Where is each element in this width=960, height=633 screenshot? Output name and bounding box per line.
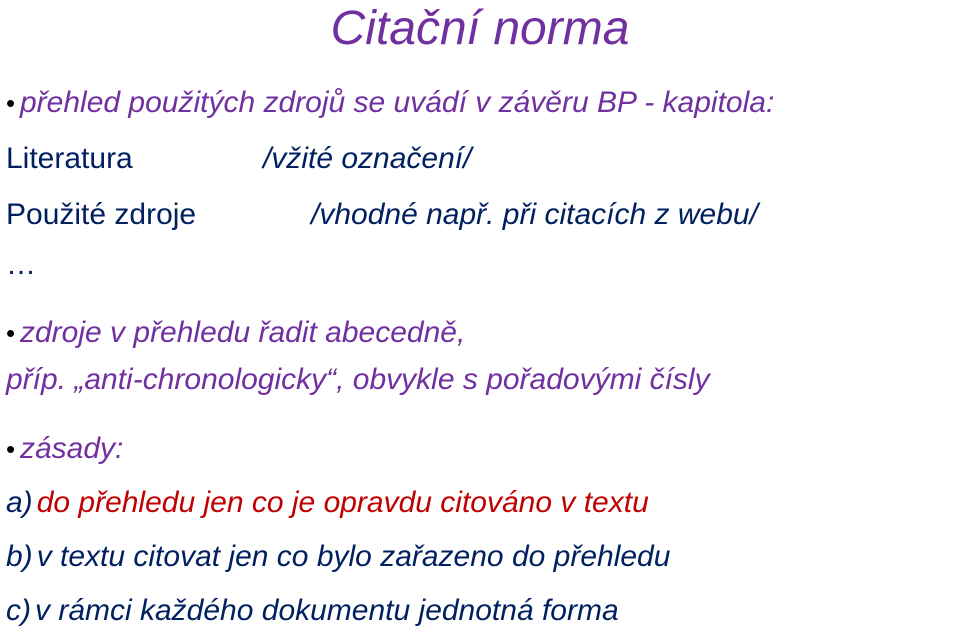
bullet-2-line-2: příp. „anti-chronologicky“, obvykle s pořadovými čísly [6,363,710,396]
option-literatura-note-wrap [263,139,471,179]
option-literatura [6,139,133,179]
rule-a-marker: a) [6,486,33,519]
option-pouzite-zdroje [6,195,196,235]
bullet-dot [6,313,20,353]
rule-c [6,591,619,631]
bullet-2-continued [6,360,710,400]
rule-b-marker: b) [6,540,33,573]
rule-a-text: do přehledu jen co je opravdu citováno v textu [36,486,649,519]
option-2-note: /vhodné např. při citacích z webu/ [311,198,758,231]
bullet-3-heading: zásady: [20,432,124,465]
rule-b-text: v textu citovat jen co bylo zařazeno do přehledu [36,540,671,573]
option-1-note: /vžité označení/ [263,142,472,175]
bullet-1-text: přehled použitých zdrojů se uvádí v závěru BP - kapitola: [20,86,775,119]
bullet-3 [6,429,123,469]
bullet-2 [6,313,465,353]
option-pouzite-zdroje-note-wrap [311,195,758,235]
bullet-1 [6,83,774,123]
bullet-dot [6,83,20,123]
ellipsis: … [6,248,36,281]
rule-b [6,537,670,577]
rule-a [6,483,649,523]
rule-c-text: v rámci každého dokumentu jednotná forma [35,594,619,627]
slide-title: Citační norma [330,2,630,55]
option-1-label: Literatura [6,142,133,175]
option-2-label: Použité zdroje [6,198,197,231]
rule-c-marker: c) [6,594,31,627]
bullet-dot [6,429,20,469]
bullet-2-line-1: zdroje v přehledu řadit abecedně, [20,316,466,349]
